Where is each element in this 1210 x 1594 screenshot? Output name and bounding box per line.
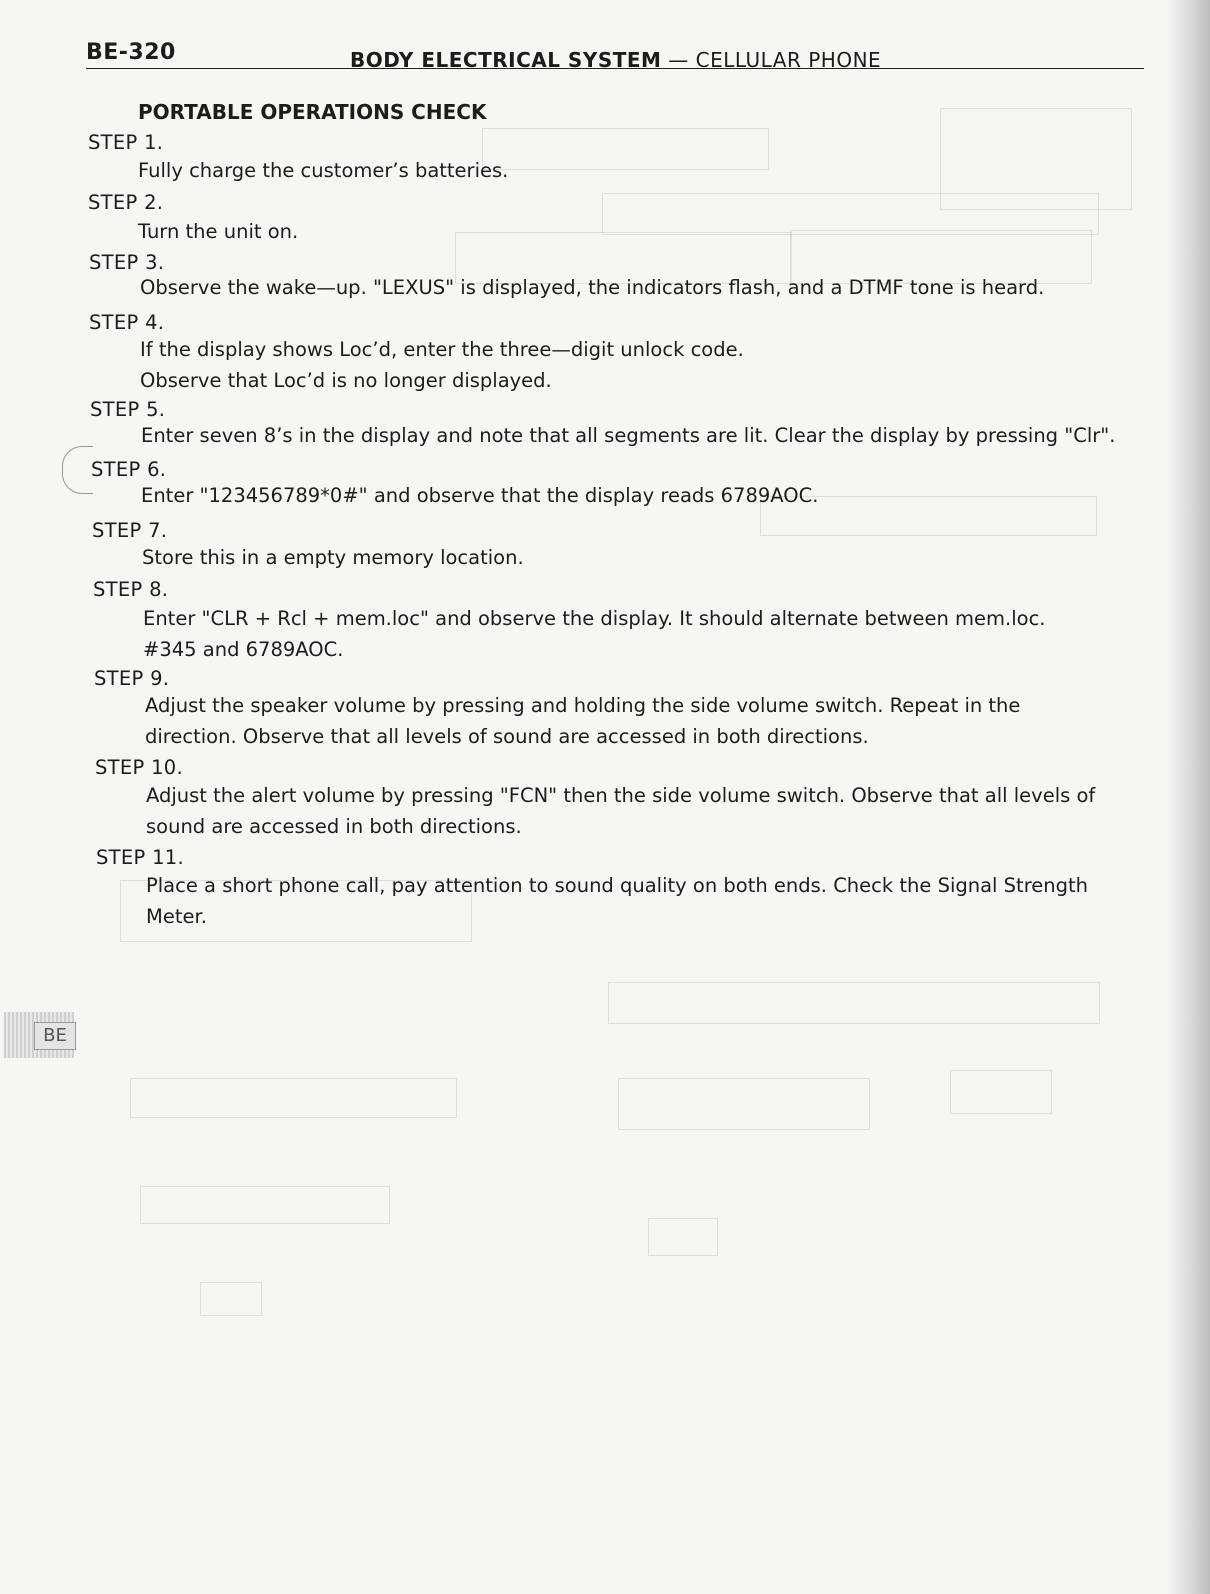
header-rule	[86, 68, 1144, 69]
step-6-text	[141, 480, 818, 511]
step-2-label: STEP 2.	[88, 191, 164, 214]
step-4-text	[140, 334, 744, 396]
bleed-through-box	[648, 1218, 718, 1256]
section-tab-be	[4, 1012, 74, 1058]
step-10-line-1: Adjust the alert volume by pressing "FCN" then the side volume switch. Observe that all levels of	[146, 784, 1096, 807]
step-7-text	[142, 542, 524, 573]
step-11-line-2: Meter.	[146, 905, 207, 928]
step-4-label: STEP 4.	[89, 311, 165, 334]
step-5-text	[141, 420, 1115, 451]
step-11-text	[146, 870, 1088, 932]
bleed-through-box	[482, 128, 769, 170]
bleed-through-box	[618, 1078, 870, 1130]
bleed-through-box	[950, 1070, 1052, 1114]
step-5-line-1: Enter seven 8’s in the display and note that all segments are lit. Clear the display by pressing "Clr".	[141, 424, 1116, 447]
step-1-label: STEP 1.	[88, 131, 164, 154]
bleed-through-box	[130, 1078, 457, 1118]
step-8-label: STEP 8.	[93, 578, 169, 601]
step-9-text	[145, 690, 1020, 752]
title-main: BODY ELECTRICAL SYSTEM	[350, 48, 662, 72]
step-1-line-1: Fully charge the customer’s batteries.	[138, 159, 509, 182]
step-5-label: STEP 5.	[90, 398, 166, 421]
step-9-line-2: direction. Observe that all levels of sound are accessed in both directions.	[145, 725, 869, 748]
step-8-line-1: Enter "CLR + Rcl + mem.loc" and observe the display. It should alternate between mem.loc.	[143, 607, 1046, 630]
step-8-line-2: #345 and 6789AOC.	[143, 638, 344, 661]
step-7-label: STEP 7.	[92, 519, 168, 542]
section-tab-label: BE	[34, 1022, 76, 1050]
bleed-through-box	[940, 108, 1132, 210]
step-2-line-1: Turn the unit on.	[138, 220, 299, 243]
page-edge-shadow	[1168, 0, 1210, 1594]
step-3-text	[140, 272, 1044, 303]
step-10-label: STEP 10.	[95, 756, 183, 779]
step-10-line-2: sound are accessed in both directions.	[146, 815, 522, 838]
step-9-label: STEP 9.	[94, 667, 170, 690]
step-11-line-1: Place a short phone call, pay attention to sound quality on both ends. Check the Signal Strength	[146, 874, 1089, 897]
step-10-text	[146, 780, 1095, 842]
page-number: BE-320	[86, 40, 176, 65]
step-4-line-1: If the display shows Loc’d, enter the three—digit unlock code.	[140, 338, 744, 361]
step-3-line-1: Observe the wake—up. "LEXUS" is displayed, the indicators flash, and a DTMF tone is heard.	[140, 276, 1045, 299]
bleed-through-box	[200, 1282, 262, 1316]
step-3-label: STEP 3.	[89, 251, 165, 274]
title-separator: —	[661, 48, 696, 72]
step-7-line-1: Store this in a empty memory location.	[142, 546, 524, 569]
step-6-line-1: Enter "123456789*0#" and observe that the display reads 6789AOC.	[141, 484, 819, 507]
step-9-line-1: Adjust the speaker volume by pressing and holding the side volume switch. Repeat in the	[145, 694, 1021, 717]
step-6-label: STEP 6.	[91, 458, 167, 481]
step-11-label: STEP 11.	[96, 846, 184, 869]
step-1-text	[138, 155, 508, 186]
step-2-text	[138, 216, 298, 247]
step-8-text	[143, 603, 1045, 665]
bleed-through-box	[140, 1186, 390, 1224]
margin-bracket-mark	[62, 446, 93, 494]
section-title: PORTABLE OPERATIONS CHECK	[138, 100, 487, 124]
title-sub: CELLULAR PHONE	[695, 48, 882, 72]
bleed-through-box	[608, 982, 1100, 1024]
step-4-line-2: Observe that Loc’d is no longer displayed.	[140, 369, 552, 392]
